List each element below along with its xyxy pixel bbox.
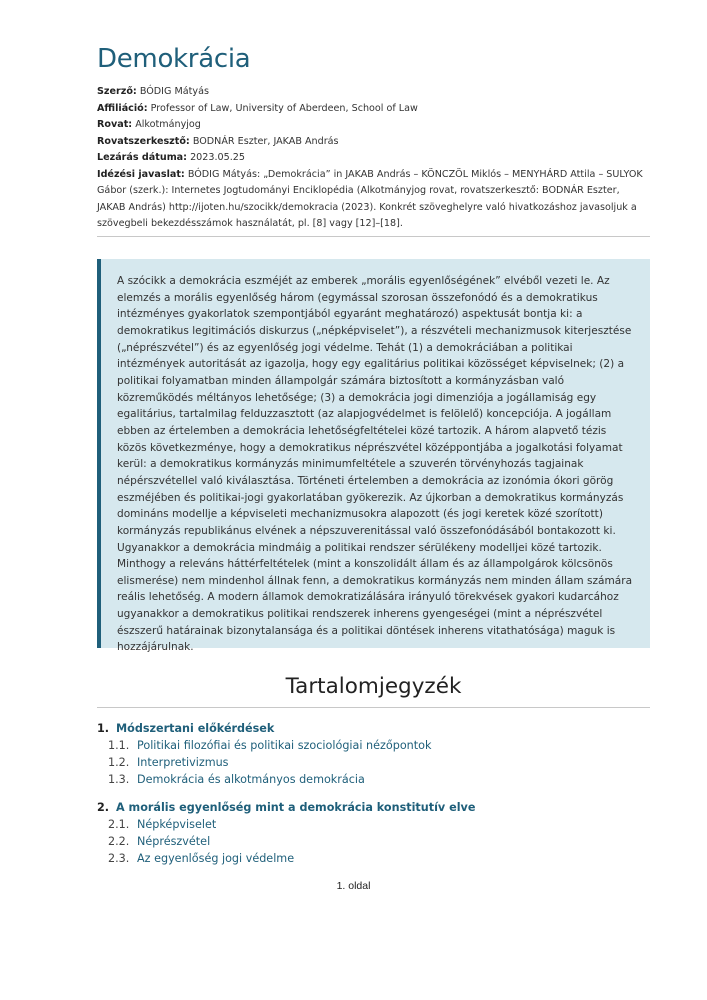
toc-subsection-number: 1.1. xyxy=(108,739,130,752)
toc-subsection-link[interactable]: Néprészvétel xyxy=(137,835,211,848)
toc-section-link[interactable]: A morális egyenlőség mint a demokrácia konstitutív elve xyxy=(116,801,476,814)
meta-closing-date xyxy=(97,150,650,167)
meta-editor xyxy=(97,134,650,151)
meta-label: Affiliáció: xyxy=(97,102,148,114)
toc-section-number: 1. xyxy=(97,722,110,735)
meta-value: Alkotmányjog xyxy=(135,119,201,130)
toc-heading: Tartalomjegyzék xyxy=(285,674,462,699)
toc-subsection-number: 1.3. xyxy=(108,773,130,786)
table-of-contents xyxy=(97,720,650,867)
abstract-text: A szócikk a demokrácia eszméjét az emberek „morális egyenlőségének” elvéből vezeti le. Az elemzés a morális egyenlőség három (egymással szorosan összefonódó és a demokratikus intézményes gyakorlatok szempontjából egyaránt meghatározó) aspektusát bontja ki: a demokratikus legitimációs diskurzus („népképviselet”), a részvételi mechanizmusok kiterjesztése („néprészvétel”) és az egyenlőség jogi védelme. Tehát (1) a demokráciában a politikai intézmények autoritását az igazolja, hogy egy egalitárius politikai közösséget képviselnek; (2) a politikai folyamatban minden állampolgár számára biztosított a kormányzásban való közreműködés méltányos lehetősége; (3) a demokrácia jogi dimenziója a jogállamiság egy egalitárius, tartalmilag felduzzasztott (az alapjogvédelmet is felölelő) koncepciója. A jogállam ebben az értelemben a demokrácia lehetőségfeltételei közé tartozik. A három alapvető tézis közös következménye, hogy a demokratikus néprészvétel középpontjába a jogalkotási folyamat kerül: a demokratikus kormányzás minimumfeltétele a szuverén törvényhozás tagjainak népérszvétellel való kiválasztása. Történeti értelemben a demokrácia az izonómia ókori görög eszméjében és politikai-jogi gyakorlatában gyökerezik. Az újkorban a demokratikus kormányzás domináns modellje a képviseleti mechanizmusokra alapozott (és jogi keretek közé szorított) kormányzás republikánus elvének a népszuverenitással való összefonódásából bontakozott ki. Ugyanakkor a demokrácia mindmáig a politikai rendszer sérülékeny modelljei közé tartozik. Minthogy a releváns háttérfeltételek (mint a konszolidált állam és az állampolgárok kölcsönös elismerése) nem mindenhol állnak fenn, a demokratikus kormányzás nem minden állam számára reális lehetőség. A modern államok demokratizálására irányuló törekvések gyakori kudarcához ugyanakkor a demokratikus politikai rendszerek inherens gyengeségei (mint a néprészvétel észszerű határainak bizonytalansága és a politikai döntések inherens vitathatósága) maguk is hozzájárulnak. xyxy=(117,275,633,654)
abstract-box xyxy=(97,259,650,654)
meta-label: Rovatszerkesztő: xyxy=(97,135,190,147)
meta-label: Rovat: xyxy=(97,119,133,130)
toc-section-link[interactable]: Módszertani előkérdések xyxy=(116,722,275,735)
toc-subsection[interactable] xyxy=(97,771,650,788)
toc-subsection-link[interactable]: Népképviselet xyxy=(137,818,217,831)
meta-label: Szerző: xyxy=(97,86,137,97)
meta-author xyxy=(97,84,650,101)
meta-section xyxy=(97,117,650,134)
page-number: 1. oldal xyxy=(336,880,371,892)
toc-subsection[interactable] xyxy=(97,816,650,833)
toc-subsection-number: 2.1. xyxy=(108,818,130,831)
citation-text: BÓDIG Mátyás: „Demokrácia” in JAKAB András – KÖNCZÖL Miklós – MENYHÁRD Attila – SULYOK Gábor (szerk.): Internetes Jogtudományi Enciklopédia (Alkotmányjog rovat, rovatszerkesztő: BODNÁR Eszter, JAKAB András) http://ijoten.hu/szocikk/demokracia (2023). Konkrét szöveghelyre való hivatkozáshoz javasoljuk a szövegbeli bekezdésszámok használatát, pl. [8] vagy [12]–[18]. xyxy=(97,168,643,229)
divider xyxy=(97,707,650,708)
toc-subsection[interactable] xyxy=(97,737,650,754)
toc-subsection[interactable] xyxy=(97,850,650,867)
toc-subsection-link[interactable]: Demokrácia és alkotmányos demokrácia xyxy=(137,773,365,786)
meta-value: BÓDIG Mátyás xyxy=(139,86,209,97)
toc-subsection-link[interactable]: Az egyenlőség jogi védelme xyxy=(137,852,295,865)
toc-subsection[interactable] xyxy=(97,833,650,850)
toc-section[interactable] xyxy=(97,720,650,737)
page-title: Demokrácia xyxy=(97,44,251,74)
meta-label: Idézési javaslat: xyxy=(97,168,185,180)
metadata-block xyxy=(97,84,650,233)
divider xyxy=(97,236,650,237)
meta-citation xyxy=(97,167,650,233)
toc-subsection-number: 1.2. xyxy=(108,756,130,769)
meta-value: 2023.05.25 xyxy=(190,152,245,163)
toc-subsection-link[interactable]: Politikai filozófiai és politikai szociológiai nézőpontok xyxy=(137,739,432,752)
meta-affiliation xyxy=(97,101,650,118)
toc-subsection[interactable] xyxy=(97,754,650,771)
toc-section[interactable] xyxy=(97,799,650,816)
meta-label: Lezárás dátuma: xyxy=(97,152,187,163)
toc-subsection-link[interactable]: Interpretivizmus xyxy=(137,756,229,769)
toc-section-number: 2. xyxy=(97,801,110,814)
meta-value: Professor of Law, University of Aberdeen, School of Law xyxy=(150,102,418,114)
meta-value: BODNÁR Eszter, JAKAB András xyxy=(192,135,339,147)
toc-subsection-number: 2.2. xyxy=(108,835,130,848)
spacer xyxy=(97,788,650,799)
toc-subsection-number: 2.3. xyxy=(108,852,130,865)
